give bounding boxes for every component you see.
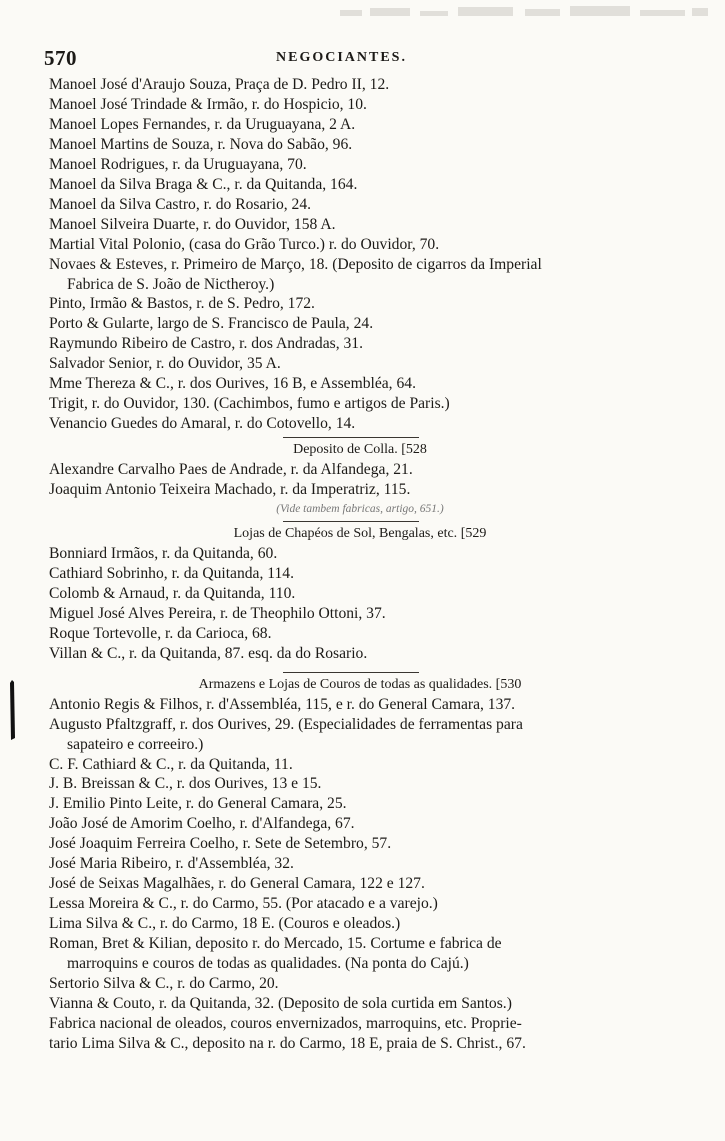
list-item: José Joaquim Ferreira Coelho, r. Sete de Setembro, 57.	[49, 835, 392, 853]
list-item: Antonio Regis & Filhos, r. d'Assembléa, 115, e r. do General Camara, 137.	[49, 695, 516, 713]
section-title-text: Deposito de Colla.	[293, 442, 398, 458]
list-item-continuation: sapateiro e correeiro.)	[67, 735, 204, 753]
list-item: Mme Thereza & C., r. dos Ourives, 16 B, e Assembléa, 64.	[49, 375, 416, 393]
section-number: [528	[401, 442, 427, 458]
list-item: J. Emilio Pinto Leite, r. do General Camara, 25.	[49, 795, 347, 813]
list-item: Miguel José Alves Pereira, r. de Theophilo Ottoni, 37.	[49, 604, 386, 622]
list-item: Manoel Lopes Fernandes, r. da Uruguayana, 2 A.	[49, 115, 356, 133]
list-item: Manoel da Silva Braga & C., r. da Quitanda, 164.	[49, 175, 358, 193]
list-item: C. F. Cathiard & C., r. da Quitanda, 11.	[49, 755, 293, 773]
list-item-continuation: marroquins e couros de todas as qualidades. (Na ponta do Cajú.)	[67, 955, 469, 973]
show-through-text	[340, 2, 710, 32]
cross-reference-note: (Vide tambem fabricas, artigo, 651.)	[276, 503, 444, 516]
list-item: Lessa Moreira & C., r. do Carmo, 55. (Por atacado e a varejo.)	[49, 895, 438, 913]
list-item: tario Lima Silva & C., deposito na r. do Carmo, 18 E, praia de S. Christ., 67.	[49, 1034, 526, 1052]
list-item: Manoel da Silva Castro, r. do Rosario, 24.	[49, 195, 312, 213]
page-header	[44, 46, 680, 70]
directory-body	[49, 75, 671, 1054]
section-number: [529	[460, 526, 487, 542]
section-title-text: Armazens e Lojas de Couros de todas as qualidades.	[198, 676, 493, 692]
list-item: Martial Vital Polonio, (casa do Grão Turco.) r. do Ouvidor, 70.	[49, 235, 440, 253]
section-divider	[283, 672, 419, 673]
section-divider	[283, 437, 419, 438]
list-item: Colomb & Arnaud, r. da Quitanda, 110.	[49, 584, 296, 602]
list-item: Cathiard Sobrinho, r. da Quitanda, 114.	[49, 564, 294, 582]
list-item: Pinto, Irmão & Bastos, r. de S. Pedro, 172.	[49, 295, 315, 313]
running-title: NEGOCIANTES.	[276, 50, 407, 65]
section-title-couros	[49, 675, 671, 695]
list-item: João José de Amorim Coelho, r. d'Alfandega, 67.	[49, 815, 355, 833]
list-item: Manoel Rodrigues, r. da Uruguayana, 70.	[49, 155, 307, 173]
section-title-chapeos	[49, 524, 671, 544]
list-item: Manoel José d'Araujo Souza, Praça de D. Pedro II, 12.	[49, 76, 390, 93]
section-number: [530	[495, 676, 522, 692]
list-item: José Maria Ribeiro, r. d'Assembléa, 32.	[49, 855, 294, 873]
list-item: Sertorio Silva & C., r. do Carmo, 20.	[49, 974, 279, 992]
section-divider	[283, 521, 419, 522]
list-item: Manoel Martins de Souza, r. Nova do Sabão, 96.	[49, 135, 353, 153]
list-item: Fabrica nacional de oleados, couros envernizados, marroquins, etc. Proprie-	[49, 1014, 522, 1032]
list-item: Novaes & Esteves, r. Primeiro de Março, 18. (Deposito de cigarros da Imperial	[49, 255, 542, 273]
list-item: Porto & Gularte, largo de S. Francisco de Paula, 24.	[49, 315, 374, 333]
list-item: Villan & C., r. da Quitanda, 87. esq. da do Rosario.	[49, 644, 368, 662]
list-item: Joaquim Antonio Teixeira Machado, r. da Imperatriz, 115.	[49, 481, 411, 499]
list-item: Manoel José Trindade & Irmão, r. do Hospicio, 10.	[49, 95, 367, 113]
list-item: Raymundo Ribeiro de Castro, r. dos Andradas, 31.	[49, 335, 364, 353]
list-item: Alexandre Carvalho Paes de Andrade, r. da Alfandega, 21.	[49, 461, 413, 479]
list-item: Trigit, r. do Ouvidor, 130. (Cachimbos, fumo e artigos de Paris.)	[49, 395, 450, 413]
list-item: Augusto Pfaltzgraff, r. dos Ourives, 29. (Especialidades de ferramentas para	[49, 715, 523, 733]
list-item: Manoel Silveira Duarte, r. do Ouvidor, 158 A.	[49, 215, 336, 233]
list-item: Venancio Guedes do Amaral, r. do Cotovello, 14.	[49, 415, 356, 433]
list-item: Roman, Bret & Kilian, deposito r. do Mercado, 15. Cortume e fabrica de	[49, 935, 502, 953]
list-item: J. B. Breissan & C., r. dos Ourives, 13 e 15.	[49, 775, 322, 793]
list-item: José de Seixas Magalhães, r. do General Camara, 122 e 127.	[49, 875, 425, 893]
list-item: Vianna & Couto, r. da Quitanda, 32. (Deposito de sola curtida em Santos.)	[49, 994, 512, 1012]
list-item: Lima Silva & C., r. do Carmo, 18 E. (Couros e oleados.)	[49, 915, 401, 933]
margin-ink-mark	[8, 680, 17, 740]
list-item: Bonniard Irmãos, r. da Quitanda, 60.	[49, 544, 278, 562]
section-title-text: Lojas de Chapéos de Sol, Bengalas, etc.	[233, 526, 458, 542]
list-item-continuation: Fabrica de S. João de Nictheroy.)	[67, 275, 275, 293]
list-item: Salvador Senior, r. do Ouvidor, 35 A.	[49, 355, 281, 373]
page-number: 570	[44, 46, 77, 70]
list-item: Roque Tortevolle, r. da Carioca, 68.	[49, 624, 272, 642]
section-title-colla	[49, 440, 671, 460]
